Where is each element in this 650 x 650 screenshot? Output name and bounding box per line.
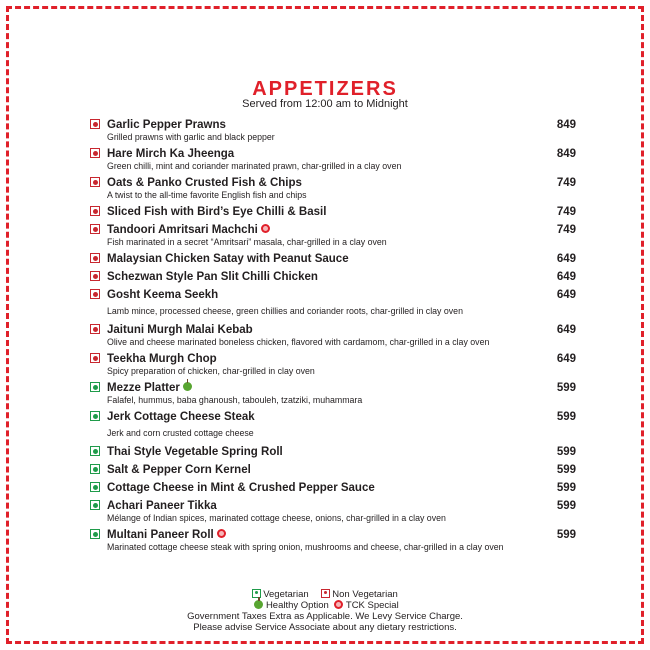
menu-item-name [107, 499, 576, 513]
veg-marker-icon [90, 382, 100, 392]
legend-row-special [0, 600, 650, 611]
legend-healthy-label: Healthy Option [265, 600, 329, 611]
menu-item-name-text: Jaituni Murgh Malai Kebab [107, 324, 253, 336]
menu-item-description: Marinated cottage cheese steak with spring onion, mushrooms and cheese, char-grilled in a clay oven [107, 542, 504, 552]
menu-item-price: 849 [556, 119, 576, 131]
menu-item-list [90, 118, 576, 557]
menu-item [90, 352, 576, 377]
legend-veg-label: Vegetarian [263, 589, 309, 600]
menu-item-price: 649 [556, 271, 576, 283]
menu-item-name [107, 118, 576, 132]
menu-item-name-text: Salt & Pepper Corn Kernel [107, 464, 251, 476]
nonveg-marker-icon [90, 224, 100, 234]
menu-item-price: 649 [556, 324, 576, 336]
menu-item-name-text: Hare Mirch Ka Jheenga [107, 148, 235, 160]
menu-item-name-text: Jerk Cottage Cheese Steak [107, 411, 255, 423]
menu-item-name-text: Achari Paneer Tikka [107, 500, 217, 512]
menu-item-description: A twist to the all-time favorite English fish and chips [107, 190, 307, 200]
tck-special-icon [334, 600, 343, 609]
menu-item-name-text: Gosht Keema Seekh [107, 289, 219, 301]
tck-special-icon [217, 529, 226, 538]
menu-item-name [107, 223, 576, 237]
menu-item-description: Olive and cheese marinated boneless chicken, flavored with cardamom, char-grilled in a clay oven [107, 337, 490, 347]
menu-item-price: 649 [556, 353, 576, 365]
menu-item [90, 463, 576, 477]
healthy-apple-icon [254, 600, 263, 609]
dietary-note: Please advise Service Associate about any dietary restrictions. [193, 622, 457, 633]
menu-item-name [107, 176, 576, 190]
menu-item-name [107, 445, 576, 459]
nonveg-marker-icon [90, 324, 100, 334]
legend-nonveg-label: Non Vegetarian [332, 589, 398, 600]
menu-item-name [107, 410, 576, 424]
menu-item-name [107, 147, 576, 161]
menu-item-price: 599 [556, 500, 576, 512]
menu-item-price: 599 [556, 446, 576, 458]
veg-marker-icon [90, 446, 100, 456]
veg-marker-icon [90, 482, 100, 492]
nonveg-marker-icon [90, 119, 100, 129]
menu-item-price: 749 [556, 206, 576, 218]
menu-item-price: 599 [556, 529, 576, 541]
menu-item-price: 749 [556, 177, 576, 189]
menu-item-description: Mélange of Indian spices, marinated cottage cheese, onions, char-grilled in a clay oven [107, 513, 446, 523]
menu-item-name [107, 288, 576, 302]
menu-item-description: Fish marinated in a secret “Amritsari” masala, char-grilled in a clay oven [107, 237, 387, 247]
menu-item [90, 381, 576, 406]
menu-item-description: Falafel, hummus, baba ghanoush, tabouleh, tzatziki, muhammara [107, 395, 363, 405]
menu-item-name [107, 463, 576, 477]
menu-item-price: 849 [556, 148, 576, 160]
menu-item-name [107, 270, 576, 284]
menu-item [90, 176, 576, 201]
veg-marker-icon [90, 411, 100, 421]
menu-item-name [107, 528, 576, 542]
menu-item-name-text: Mezze Platter [107, 382, 180, 394]
menu-item-description: Green chilli, mint and coriander marinated prawn, char-grilled in a clay oven [107, 161, 402, 171]
veg-marker-icon [252, 589, 261, 598]
menu-item [90, 528, 576, 553]
menu-item [90, 147, 576, 172]
menu-item-price: 649 [556, 253, 576, 265]
nonveg-marker-icon [321, 589, 330, 598]
menu-item-name-text: Schezwan Style Pan Slit Chilli Chicken [107, 271, 318, 283]
veg-marker-icon [90, 500, 100, 510]
nonveg-marker-icon [90, 148, 100, 158]
menu-item-description: Spicy preparation of chicken, char-grilled in clay oven [107, 366, 315, 376]
section-title: APPETIZERS [252, 78, 398, 100]
menu-item-name-text: Multani Paneer Roll [107, 529, 214, 541]
legend [0, 589, 650, 633]
menu-item-price: 749 [556, 224, 576, 236]
veg-marker-icon [90, 464, 100, 474]
menu-item-description: Lamb mince, processed cheese, green chillies and coriander roots, char-grilled in clay oven [107, 306, 463, 316]
menu-item-name [107, 323, 576, 337]
legend-tck-label: TCK Special [345, 600, 399, 611]
tck-special-icon [261, 224, 270, 233]
menu-item-name-text: Thai Style Vegetable Spring Roll [107, 446, 283, 458]
menu-item-name [107, 252, 576, 266]
menu-item-name [107, 481, 576, 495]
menu-item-description: Grilled prawns with garlic and black pepper [107, 132, 275, 142]
menu-item-name [107, 352, 576, 366]
menu-item-name-text: Sliced Fish with Bird’s Eye Chilli & Basil [107, 206, 327, 218]
serving-hours: Served from 12:00 am to Midnight [242, 98, 408, 110]
menu-item-name-text: Garlic Pepper Prawns [107, 119, 226, 131]
nonveg-marker-icon [90, 353, 100, 363]
menu-item-name [107, 205, 576, 219]
menu-item [90, 205, 576, 219]
menu-item [90, 223, 576, 248]
nonveg-marker-icon [90, 253, 100, 263]
tax-note: Government Taxes Extra as Applicable. We Levy Service Charge. [187, 611, 463, 622]
menu-item-name-text: Cottage Cheese in Mint & Crushed Pepper Sauce [107, 482, 375, 494]
menu-item-price: 599 [556, 482, 576, 494]
menu-item-name-text: Oats & Panko Crusted Fish & Chips [107, 177, 302, 189]
menu-item [90, 252, 576, 266]
nonveg-marker-icon [90, 289, 100, 299]
menu-item [90, 410, 576, 439]
nonveg-marker-icon [90, 206, 100, 216]
menu-item-name-text: Malaysian Chicken Satay with Peanut Sauce [107, 253, 349, 265]
menu-item [90, 270, 576, 284]
menu-item [90, 445, 576, 459]
legend-row-diet [0, 589, 650, 600]
menu-item-price: 599 [556, 464, 576, 476]
menu-item-name [107, 381, 576, 395]
menu-item [90, 118, 576, 143]
nonveg-marker-icon [90, 177, 100, 187]
menu-item-price: 599 [556, 411, 576, 423]
menu-item-name-text: Teekha Murgh Chop [107, 353, 217, 365]
menu-item-name-text: Tandoori Amritsari Machchi [107, 224, 258, 236]
menu-item-description: Jerk and corn crusted cottage cheese [107, 428, 254, 438]
nonveg-marker-icon [90, 271, 100, 281]
menu-item [90, 481, 576, 495]
menu-item-price: 649 [556, 289, 576, 301]
menu-item [90, 288, 576, 317]
menu-item [90, 323, 576, 348]
veg-marker-icon [90, 529, 100, 539]
menu-item [90, 499, 576, 524]
menu-item-price: 599 [556, 382, 576, 394]
healthy-apple-icon [183, 382, 192, 391]
